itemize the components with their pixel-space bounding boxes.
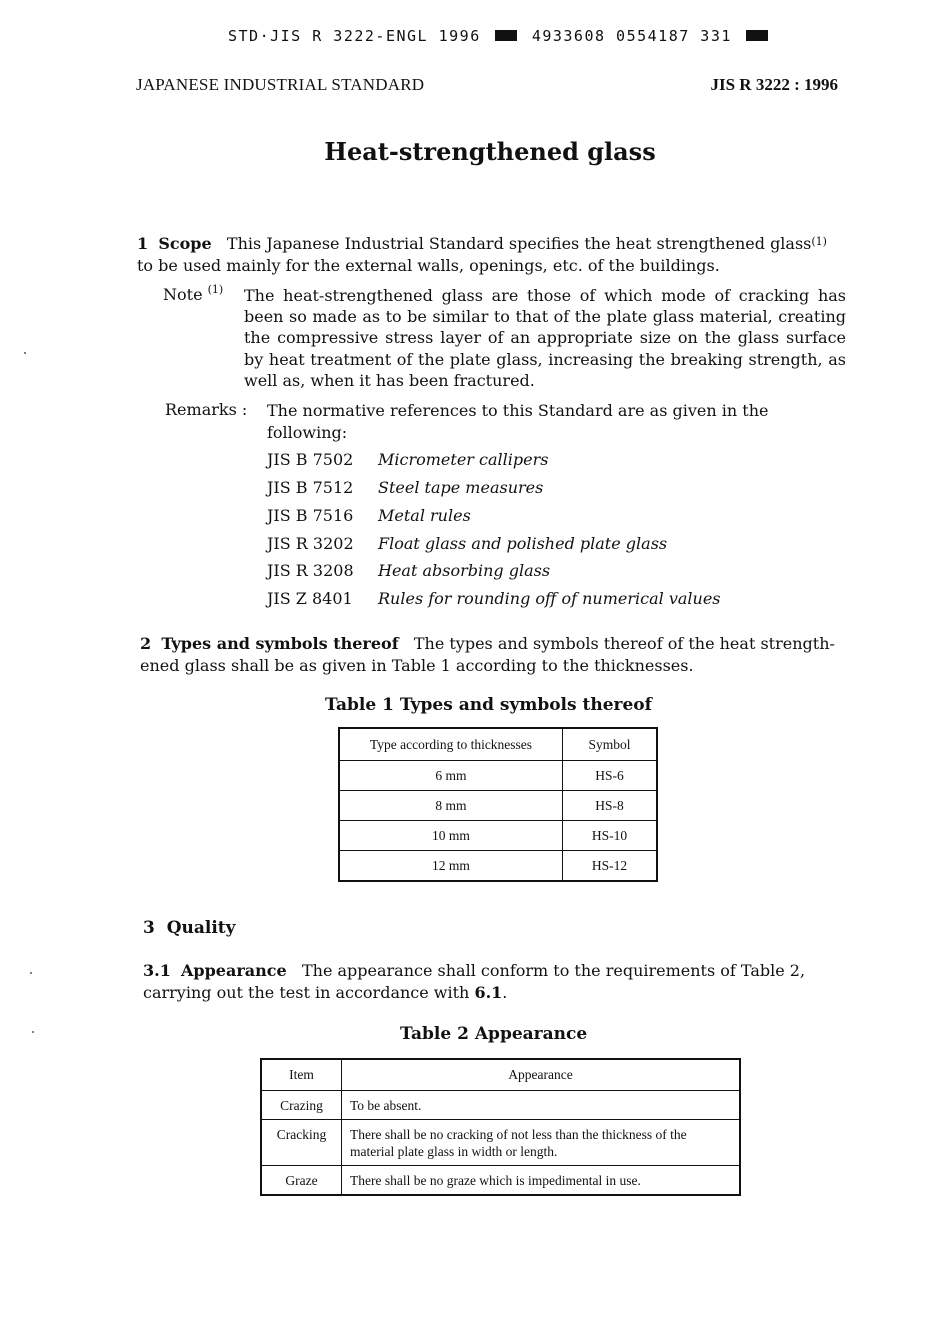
scope-text-line2: to be used mainly for the external walls, openings, etc. of the buildings.	[137, 255, 720, 275]
table-cell: Crazing	[261, 1091, 342, 1120]
appearance-text-line2	[143, 982, 855, 1004]
black-bar-mark	[746, 30, 768, 41]
table2	[260, 1058, 741, 1196]
scan-speck	[32, 1031, 34, 1033]
table1	[338, 727, 658, 882]
table-header-cell: Item	[261, 1059, 342, 1091]
quality-number: 3	[143, 918, 155, 938]
reference-item	[267, 506, 471, 525]
reference-code: JIS R 3202	[267, 534, 354, 553]
appearance-text-pre: carrying out the test in accordance with	[143, 982, 475, 1002]
table-cell: HS-8	[563, 791, 658, 821]
reference-title: Steel tape measures	[378, 478, 544, 497]
remarks-label: Remarks :	[165, 400, 248, 419]
black-bar-mark	[495, 30, 517, 41]
reference-item	[267, 534, 667, 553]
reference-code: JIS Z 8401	[267, 589, 353, 608]
table-cell: 6 mm	[339, 761, 563, 791]
reference-title: Float glass and polished plate glass	[378, 534, 668, 553]
types-heading: Types and symbols thereof	[161, 634, 399, 653]
note-label	[163, 285, 223, 304]
appearance-number: 3.1	[143, 961, 171, 980]
scan-speck	[30, 972, 32, 974]
appearance-text-line1: The appearance shall conform to the requirements of Table 2,	[301, 961, 806, 980]
appearance-paragraph	[143, 960, 855, 1003]
table-header-row	[339, 728, 657, 761]
appearance-clause-ref: 6.1	[474, 982, 503, 1002]
table1-caption: Table 1 Types and symbols thereof	[325, 695, 652, 715]
standard-org: JAPANESE INDUSTRIAL STANDARD	[136, 75, 425, 94]
reference-item	[267, 450, 548, 469]
reference-item	[267, 478, 543, 497]
scan-speck	[24, 352, 26, 354]
reference-code: JIS R 3208	[267, 561, 354, 580]
table-row	[261, 1166, 740, 1196]
scope-paragraph	[137, 233, 849, 276]
table-row	[261, 1120, 740, 1166]
types-text-line1: The types and symbols thereof of the heat strength-	[413, 634, 835, 653]
table-header-cell: Appearance	[342, 1059, 741, 1091]
table-header-cell: Type according to thicknesses	[339, 728, 563, 761]
table-cell: HS-12	[563, 851, 658, 882]
table-row	[339, 791, 657, 821]
quality-title: Quality	[166, 918, 236, 938]
note-marker: (1)	[207, 283, 224, 296]
reference-code: JIS B 7502	[267, 450, 354, 469]
scope-number: 1	[137, 234, 149, 253]
reference-title: Metal rules	[378, 506, 471, 525]
document-id-text: STD·JIS R 3222-ENGL 1996	[228, 27, 481, 45]
standard-number: JIS R 3222 : 1996	[710, 75, 838, 94]
appearance-heading: Appearance	[181, 961, 287, 980]
reference-title: Micrometer callipers	[378, 450, 549, 469]
table-cell: 8 mm	[339, 791, 563, 821]
reference-code: JIS B 7516	[267, 506, 354, 525]
table2-caption: Table 2 Appearance	[400, 1024, 588, 1044]
types-paragraph	[140, 633, 852, 676]
table-header-cell: Symbol	[563, 728, 658, 761]
table-cell: 12 mm	[339, 851, 563, 882]
table-cell: 10 mm	[339, 821, 563, 851]
table-cell: There shall be no graze which is impedimental in use.	[342, 1166, 741, 1196]
table-row	[339, 761, 657, 791]
types-number: 2	[140, 634, 152, 653]
document-id-line	[228, 27, 772, 45]
table-header-row	[261, 1059, 740, 1091]
table-cell: Graze	[261, 1166, 342, 1196]
quality-heading	[143, 918, 236, 938]
reference-item	[267, 589, 721, 608]
table-cell: HS-10	[563, 821, 658, 851]
reference-title: Rules for rounding off of numerical values	[378, 589, 721, 608]
scope-text-line1: This Japanese Industrial Standard specifies the heat strengthened glass	[226, 234, 812, 253]
table-row	[339, 851, 657, 882]
remarks-text: The normative references to this Standard are as given in the following:	[267, 401, 769, 442]
table-cell: There shall be no cracking of not less than the thickness of the material plate glass in width or length.	[342, 1120, 741, 1166]
reference-item	[267, 561, 550, 580]
document-id-code: 4933608 0554187 331	[531, 27, 732, 45]
table-cell: To be absent.	[342, 1091, 741, 1120]
page-title: Heat-strengthened glass	[324, 137, 656, 166]
appearance-text-post: .	[502, 982, 508, 1002]
reference-code: JIS B 7512	[267, 478, 354, 497]
reference-title: Heat absorbing glass	[378, 561, 551, 580]
table-row	[339, 821, 657, 851]
table-cell: Cracking	[261, 1120, 342, 1166]
table-cell: HS-6	[563, 761, 658, 791]
note-label-text: Note	[163, 285, 203, 304]
types-text-line2: ened glass shall be as given in Table 1 according to the thicknesses.	[140, 655, 694, 675]
table-row	[261, 1091, 740, 1120]
scope-heading: Scope	[158, 234, 212, 253]
note-text: The heat-strengthened glass are those of which mode of cracking has been so made as to be similar to that of the plate glass material, creating the compressive stress layer of an appropriate size on the glass surface by heat treatment of the plate glass, increasing the breaking strength, as well as, when it has been fractured.	[244, 286, 846, 390]
scope-note-ref: (1)	[811, 235, 827, 248]
